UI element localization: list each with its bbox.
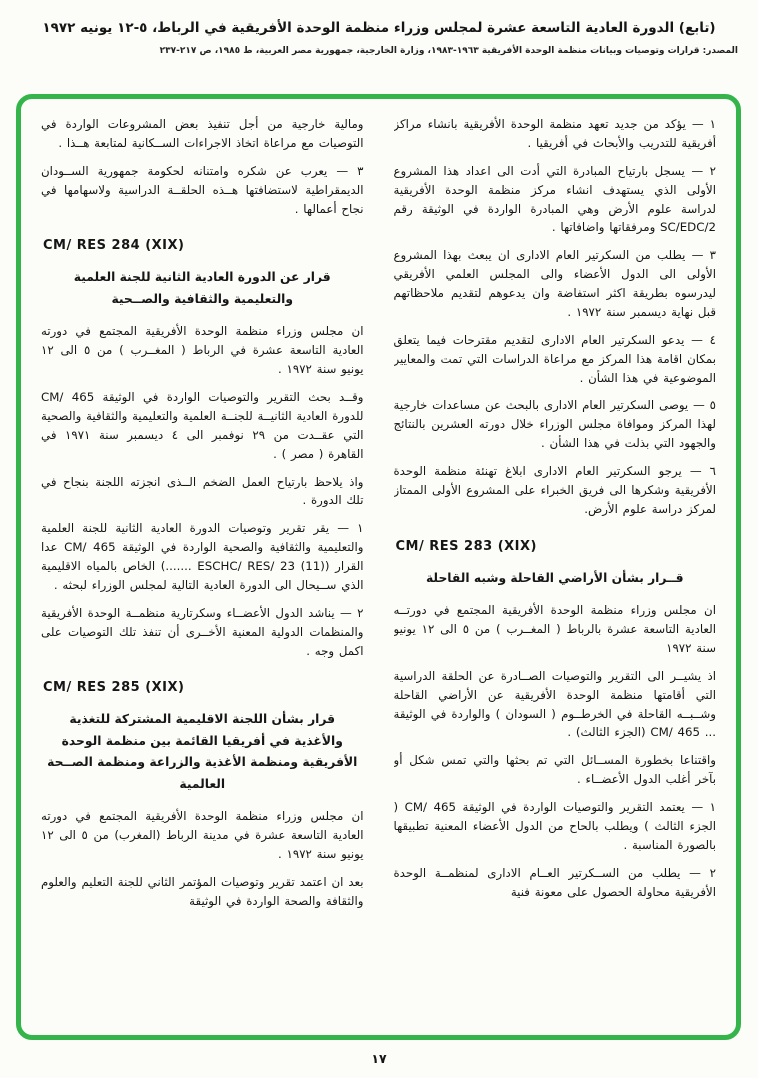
column-right bbox=[394, 115, 717, 1019]
document-reference: CM/ RES 285 (XIX) bbox=[43, 680, 185, 696]
paragraph: اذ يشيــر الى التقرير والتوصيات الصــادرة عن الحلقة الدراسية التي أقامتها منظمة الوحدة الأفريقية عن الأراضي القاحلة وشــبــه القاحلة في الخرطــوم ( السودان ) والواردة في الوثيقة ... CM/ 465 (الجزء الثالث) . bbox=[393, 668, 716, 740]
paragraph: بعد ان اعتمد تقرير وتوصيات المؤتمر الثاني للجنة التعليم والعلوم والثقافة والصحة الواردة في الوثيقة bbox=[41, 875, 364, 908]
column-left bbox=[41, 115, 364, 1019]
paragraph: واقتناعا بخطورة المســائل التي تم بحثها والتي تمس شكل أو بآخر أغلب الدول الأعضــاء . bbox=[393, 753, 716, 787]
paragraph: ٢ — يناشد الدول الأعضــاء وسكرتارية منظمــة الوحدة الأفريقية والمنظمات الدولية المعنية الأخــرى أن تنفذ تلك التوصيات على اكمل وجه . bbox=[41, 605, 364, 658]
source-citation: المصدر: قرارات وتوصيات وبيانات منظمة الوحدة الأفريقية ١٩٦٣-١٩٨٣، وزارة الخارجية، جمهورية مصر العربية، ط ١٩٨٥، ص ٢١٧-٢٣٧ bbox=[159, 46, 738, 57]
paragraph: ٣ — يعرب عن شكره وامتنانه لحكومة جمهورية الســودان الديمقراطية لاستضافتها هــذه الحلقــة الدراسية ولاسهامها في نجاح أعمالها . bbox=[41, 163, 364, 216]
resolution-heading: قــرار بشأن الأراضي القاحلة وشبه القاحلة bbox=[425, 570, 684, 585]
paragraph: ٢ — يطلب من الســكرتير العــام الادارى لمنظمــة الوحدة الأفريقية محاولة الحصول على معونة فنية bbox=[393, 865, 716, 899]
paragraph: ٣ — يطلب من السكرتير العام الادارى ان يبعث بهذا المشروع الأولى الى الدول الأعضاء والى المجلس العلمي الأفريقي ليدرسوه بطريقة اكثر استفاضة وان يدعوهم لتقديم ملاحظاتهم قبل نهاية ديسمبر سنة ١٩٧٢ . bbox=[393, 248, 716, 319]
paragraph: ٦ — يرجو السكرتير العام الادارى ابلاغ تهنئة منظمة الوحدة الأفريقية وشكرها الى فريق الخبراء على المشروع الأولى الممتاز لمركز دراسة علوم الأرض. bbox=[393, 464, 716, 516]
paragraph: ٢ — يسجل بارتياح المبادرة التي أدت الى اعداد هذا المشروع الأولى الذي يستهدف انشاء مركز منظمة الوحدة الأفريقية لدراسة علوم الأرض وهي المبادرة الواردة في الوثيقة رقم SC/EDC/2 ومرفقاتها واضافاتها . bbox=[393, 163, 716, 235]
page-header bbox=[0, 0, 758, 56]
document-title: (تابع) الدورة العادية التاسعة عشرة لمجلس وزراء منظمة الوحدة الأفريقية في الرباط، ٥-١٢ يونيه ١٩٧٢ bbox=[42, 20, 716, 36]
two-column-layout bbox=[41, 115, 716, 1019]
paragraph: ومالية خارجية من أجل تنفيذ بعض المشروعات الواردة في التوصيات مع مراعاة اتخاذ الاجراءات الســكانية لمتابعة هــذا . bbox=[41, 117, 364, 150]
paragraph: ١ — يقر تقرير وتوصيات الدورة العادية الثانية للجنة العلمية والتعليمية والثقافية والصحية الواردة في الوثيقة CM/ 465 عدا القرار (ESCHC/ RES/ 23 (11) .......) الخاص بالمياه الاقليمية الذي ســيحال الى الدورة العادية التالية لمجلس الوزراء لبحثه . bbox=[41, 521, 364, 592]
paragraph: ان مجلس وزراء منظمة الوحدة الأفريقية المجتمع في دورته العادية التاسعة عشرة في الرباط ( المغــرب ) من ٥ الى ١٢ يونيو سنة ١٩٧٢ . bbox=[41, 324, 364, 377]
paragraph: ان مجلس وزراء منظمة الوحدة الأفريقية المجتمع في دورتــه العادية التاسعة عشرة بالرباط ( المغــرب ) من ٥ الى ١٢ يونيو سنة ١٩٧٢ bbox=[393, 603, 716, 655]
resolution-heading: قرار عن الدورة العادية الثانية للجنة العلمية والتعليمية والثقافية والصــحية bbox=[73, 270, 331, 306]
document-reference: CM/ RES 283 (XIX) bbox=[395, 538, 537, 554]
resolution-heading: قرار بشأن اللجنة الاقليمية المشتركة للتغذية والأغذية في أفريقيا القائمة بين منظمة الوحدة الأفريقية ومنظمة الأغذية والزراعة ومنظمة الصــحة العالمية bbox=[47, 712, 358, 791]
paragraph: ١ — يعتمد التقرير والتوصيات الواردة في الوثيقة CM/ 465 ( الجزء الثالث ) ويطلب بالحاح من الدول الأعضاء المعنية تطبيقها بالصورة المناسبة . bbox=[393, 800, 716, 852]
page-number: ١٧ bbox=[371, 1051, 387, 1066]
paragraph: ٤ — يدعو السكرتير العام الادارى لتقديم مقترحات فيما يتعلق بمكان اقامة هذا المركز مع مراعاة الدراسات التي تمت والمعايير الموضوعية في هذا الشأن . bbox=[393, 332, 716, 385]
paragraph: ان مجلس وزراء منظمة الوحدة الأفريقية المجتمع في دورته العادية التاسعة عشرة في مدينة الرباط (المغرب) من ٥ الى ١٢ يونيو سنة ١٩٧٢ . bbox=[41, 809, 364, 862]
paragraph: وقــد بحث التقرير والتوصيات الواردة في الوثيقة CM/ 465 للدورة العادية الثانيــة للجنــة العلمية والتعليمية والثقافية والصحية التي عقــدت من ٢٩ نوفمبر الى ٤ ديسمبر سنة ١٩٧١ في القاهرة ( مصر ) . bbox=[41, 390, 364, 461]
paragraph: ١ — يؤكد من جديد تعهد منظمة الوحدة الأفريقية بانشاء مراكز أفريقية للتدريب والأبحاث في أفريقيا . bbox=[393, 117, 716, 150]
content-border-box bbox=[16, 94, 741, 1040]
paragraph: واذ يلاحظ بارتياح العمل الضخم الــذى انجزته اللجنة بنجاح في تلك الدورة . bbox=[41, 474, 364, 508]
document-reference: CM/ RES 284 (XIX) bbox=[43, 238, 185, 254]
paragraph: ٥ — يوصى السكرتير العام الادارى بالبحث عن مساعدات خارجية لهذا المركز وموافاة مجلس الوزراء خلال دورته العشرين بالنتائج والجهود التي بذلت في هذا الشأن . bbox=[393, 398, 716, 451]
